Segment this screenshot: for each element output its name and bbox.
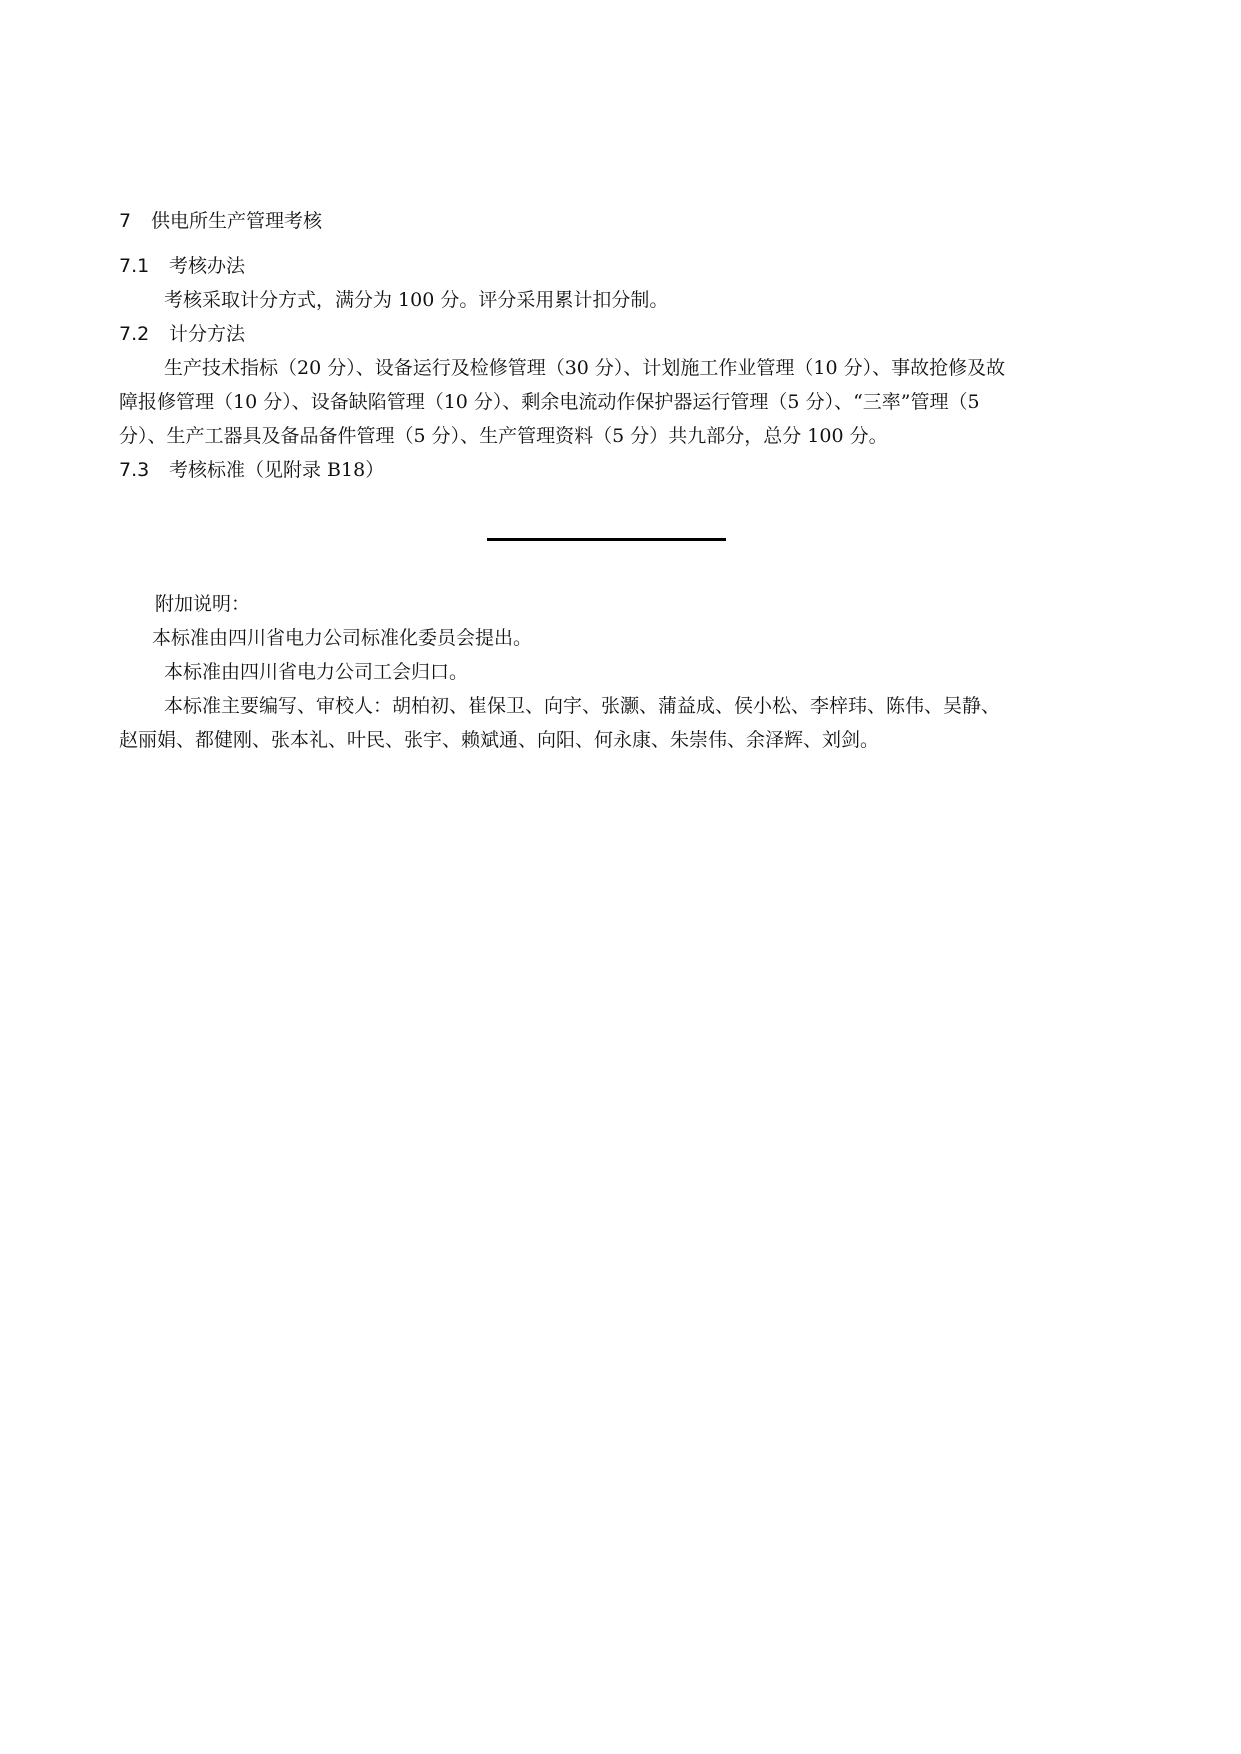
appendix-owner: 本标准由四川省电力公司工会归口。 [164,661,469,683]
section-7-2-body-line: 生产技术指标（20 分）、设备运行及检修管理（30 分）、计划施工作业管理（10 分）、事故抢修及故 [164,357,1006,379]
section-7-2-body-line: 分）、生产工器具及备品备件管理（5 分）、生产管理资料（5 分）共九部分，总分 100 分。 [119,425,888,447]
section-number: 7.3 [119,459,150,481]
section-7-2-heading [119,321,245,347]
end-divider [487,538,726,541]
section-number: 7.1 [119,255,150,277]
section-title: 计分方法 [169,323,246,345]
section-number: 7 [119,210,132,232]
section-7-1-heading [119,253,245,279]
section-number: 7.2 [119,323,150,345]
appendix-heading: 附加说明： [155,593,251,615]
section-7-1-body: 考核采取计分方式，满分为 100 分。评分采用累计扣分制。 [164,289,669,311]
appendix-authors-line: 赵丽娟、都健刚、张本礼、叶民、张宇、赖斌通、向阳、何永康、朱崇伟、余泽辉、刘剑。 [119,729,880,751]
appendix-proposer: 本标准由四川省电力公司标准化委员会提出。 [152,627,533,649]
section-7-3-heading [119,457,384,483]
section-title: 考核办法 [169,255,246,277]
section-title: 考核标准 [169,459,246,481]
appendix-authors-line: 本标准主要编写、审校人：胡柏初、崔保卫、向宇、张灏、蒲益成、侯小松、李梓玮、陈伟、吴静、 [164,695,1001,717]
section-note: （见附录 B18） [245,459,385,481]
section-7-2-body-line: 障报修管理（10 分）、设备缺陷管理（10 分）、剩余电流动作保护器运行管理（5 分）、“三率”管理（5 [119,391,980,413]
section-title: 供电所生产管理考核 [151,210,323,232]
section-7-heading [119,208,322,234]
